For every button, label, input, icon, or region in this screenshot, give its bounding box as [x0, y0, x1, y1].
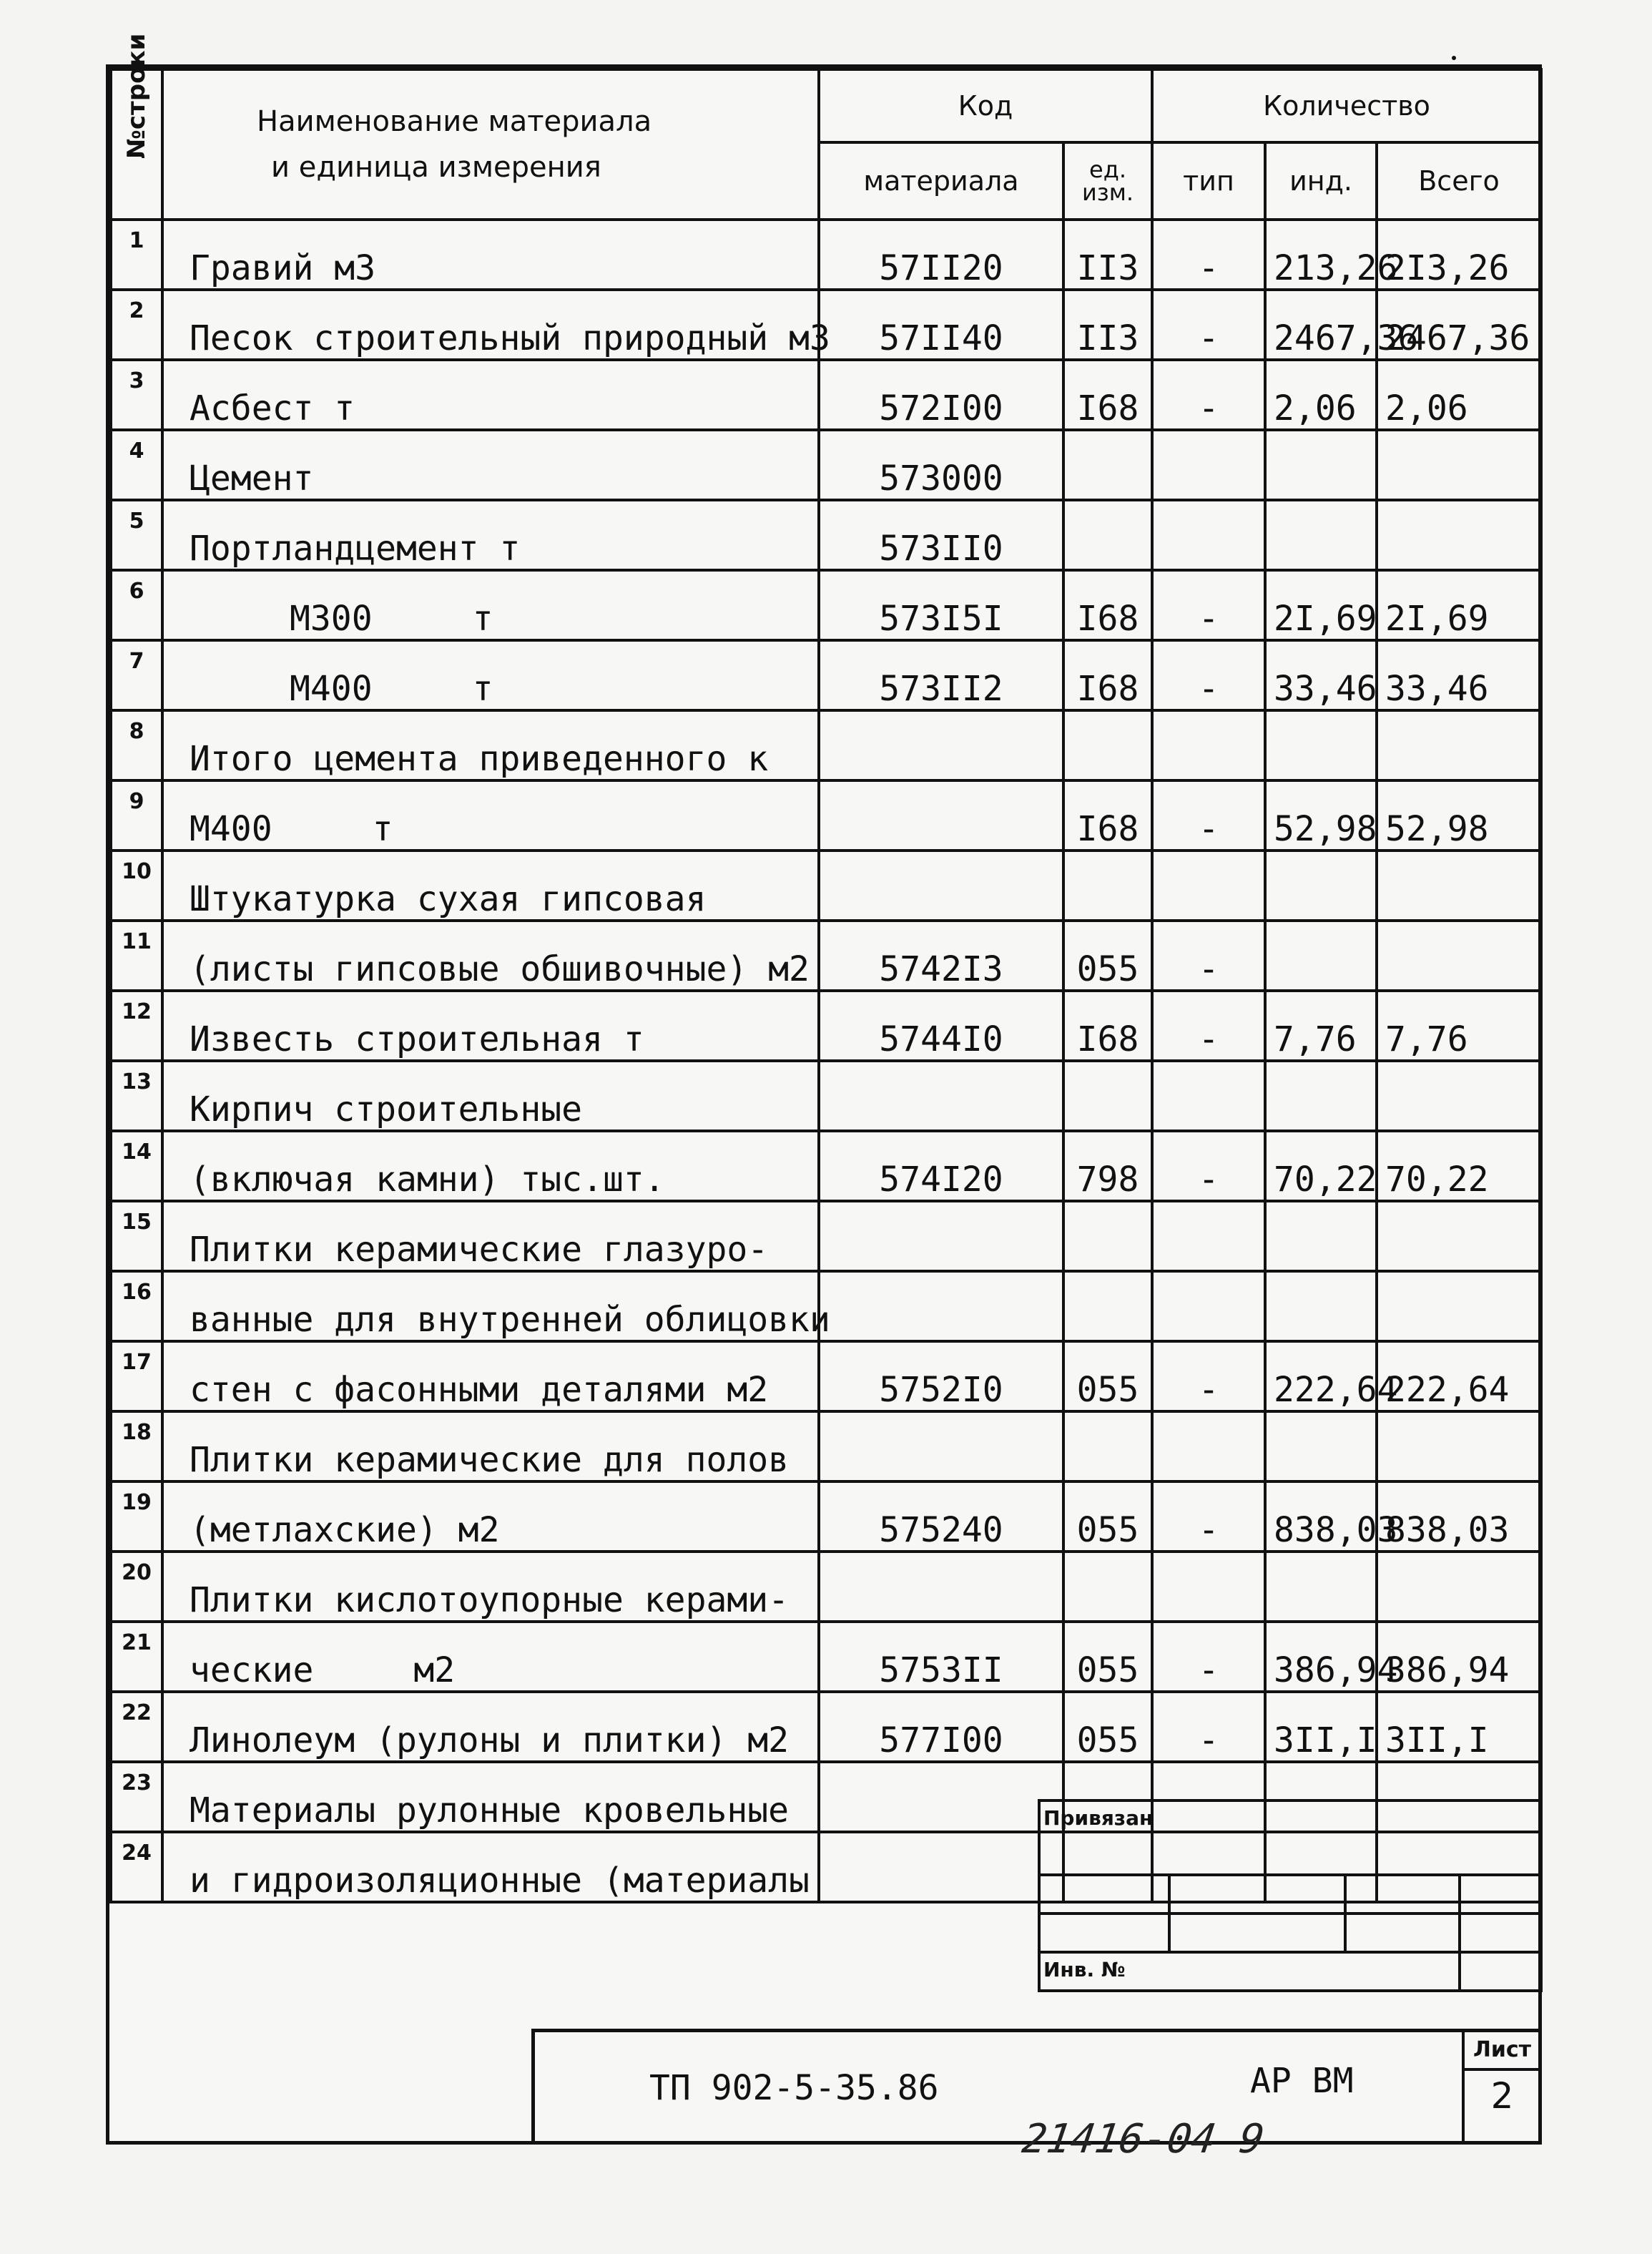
- material-name: [162, 640, 819, 710]
- table-row: [111, 780, 1541, 851]
- ind-qty: [1265, 851, 1377, 921]
- unit-code-header-line1: ед.: [1089, 156, 1126, 183]
- total-qty: [1377, 921, 1541, 991]
- table-row: [111, 1411, 1541, 1481]
- type-qty: [1152, 1552, 1265, 1622]
- total-qty: [1377, 1411, 1541, 1481]
- material-unit-text: т: [372, 809, 393, 849]
- table-row: [111, 991, 1541, 1061]
- material-name: [162, 500, 819, 570]
- material-code: 573000: [819, 430, 1063, 500]
- material-name-text: Штукатурка сухая гипсовая: [190, 879, 707, 919]
- row-number: 15: [111, 1201, 162, 1271]
- unit-code: 055: [1063, 1481, 1152, 1552]
- type-qty: -: [1152, 1622, 1265, 1692]
- table-row: [111, 640, 1541, 710]
- materials-table: [109, 33, 1543, 1903]
- unit-code: I68: [1063, 991, 1152, 1061]
- material-name-text: Цемент: [190, 459, 314, 499]
- unit-code: II3: [1063, 220, 1152, 290]
- material-code: [819, 1061, 1063, 1131]
- unit-code: 055: [1063, 921, 1152, 991]
- material-name: [162, 290, 830, 360]
- unit-code-header: [1063, 142, 1152, 220]
- total-qty: [1377, 1552, 1541, 1622]
- row-number: 8: [111, 710, 162, 780]
- ind-qty: 52,98: [1265, 780, 1377, 851]
- type-qty: [1152, 710, 1265, 780]
- stamp-cell: [1169, 1914, 1345, 1952]
- unit-code: [1063, 1061, 1152, 1131]
- material-name-text: Гравий м3: [190, 248, 376, 288]
- unit-code: 055: [1063, 1622, 1152, 1692]
- table-row: [111, 290, 1541, 360]
- ind-qty: 2467,36: [1265, 290, 1377, 360]
- material-code: [819, 1271, 1063, 1341]
- type-qty: -: [1152, 1131, 1265, 1201]
- type-qty: [1152, 1201, 1265, 1271]
- ind-qty: 3II,I: [1265, 1692, 1377, 1762]
- type-qty: -: [1152, 290, 1265, 360]
- table-row: [111, 851, 1541, 921]
- row-number: 16: [111, 1271, 162, 1341]
- unit-code: [1063, 430, 1152, 500]
- material-name: [162, 1201, 819, 1271]
- unit-code: I68: [1063, 640, 1152, 710]
- material-name-text: стен с фасонными деталями м2: [190, 1370, 769, 1410]
- total-qty: 2I,69: [1377, 570, 1541, 640]
- material-name-text: (включая камни) тыс.шт.: [190, 1160, 665, 1200]
- table-row: [111, 1481, 1541, 1552]
- unit-code: I68: [1063, 360, 1152, 430]
- ind-qty: [1265, 430, 1377, 500]
- row-number: 7: [111, 640, 162, 710]
- material-name: [162, 1061, 819, 1131]
- row-number: 13: [111, 1061, 162, 1131]
- total-qty: [1377, 1061, 1541, 1131]
- material-code-header: материала: [819, 142, 1063, 220]
- table-row: [111, 1692, 1541, 1762]
- table-row: [111, 1131, 1541, 1201]
- stamp-cell: [1460, 1952, 1541, 1991]
- stamp-cell: [1039, 1914, 1169, 1952]
- unit-code: I68: [1063, 570, 1152, 640]
- unit-code: [1063, 710, 1152, 780]
- total-qty: [1377, 1271, 1541, 1341]
- table-row: [111, 710, 1541, 780]
- material-name-text: (листы гипсовые обшивочные) м2: [190, 949, 810, 989]
- total-qty: 838,03: [1377, 1481, 1541, 1552]
- ind-qty: 386,94: [1265, 1622, 1377, 1692]
- type-qty: -: [1152, 220, 1265, 290]
- total-qty: [1377, 430, 1541, 500]
- table-row: [111, 921, 1541, 991]
- row-number: 5: [111, 500, 162, 570]
- material-name-text: Кирпич строительные: [190, 1089, 583, 1130]
- material-name: [162, 991, 819, 1061]
- table-row: [111, 1622, 1541, 1692]
- row-number-header: №строки: [111, 69, 162, 220]
- materials-rows: [111, 220, 1541, 1902]
- row-number: 23: [111, 1762, 162, 1832]
- type-qty: -: [1152, 640, 1265, 710]
- type-header: тип: [1152, 142, 1265, 220]
- unit-code: [1063, 1271, 1152, 1341]
- inv-label: Инв. №: [1039, 1952, 1460, 1991]
- material-code: 5752I0: [819, 1341, 1063, 1411]
- unit-code-header-line2: изм.: [1081, 179, 1134, 206]
- material-code: [819, 1201, 1063, 1271]
- type-qty: [1152, 1271, 1265, 1341]
- material-name-text: М400: [290, 669, 373, 709]
- total-qty: [1377, 500, 1541, 570]
- row-number: 22: [111, 1692, 162, 1762]
- handwritten-note: 21416-04 9: [1019, 2116, 1267, 2162]
- material-code: 574I20: [819, 1131, 1063, 1201]
- ind-qty: [1265, 1411, 1377, 1481]
- material-name-header: [162, 69, 819, 220]
- material-name-text: ческие: [190, 1650, 314, 1690]
- material-unit-text: м2: [413, 1650, 456, 1690]
- row-number: 4: [111, 430, 162, 500]
- material-code: [819, 780, 1063, 851]
- material-code: [819, 1552, 1063, 1622]
- ind-qty: 2,06: [1265, 360, 1377, 430]
- ind-qty: [1265, 710, 1377, 780]
- code-header: Код: [819, 69, 1152, 142]
- bound-label: Привязан: [1039, 1800, 1541, 1875]
- material-code: 5742I3: [819, 921, 1063, 991]
- ind-qty: 838,03: [1265, 1481, 1377, 1552]
- material-code: [819, 851, 1063, 921]
- ind-qty: 7,76: [1265, 991, 1377, 1061]
- material-code: 57II40: [819, 290, 1063, 360]
- material-name-text: Плитки кислотоупорные керами-: [190, 1580, 790, 1620]
- table-row: [111, 430, 1541, 500]
- stamp-cell: [1345, 1875, 1460, 1914]
- material-name: [162, 1692, 819, 1762]
- material-code: 5744I0: [819, 991, 1063, 1061]
- material-code: 573I5I: [819, 570, 1063, 640]
- material-name-text: Плитки керамические для полов: [190, 1440, 790, 1480]
- unit-code: II3: [1063, 290, 1152, 360]
- material-name: [162, 220, 819, 290]
- material-code: [819, 1762, 1063, 1832]
- total-qty: [1377, 851, 1541, 921]
- material-name: [162, 851, 819, 921]
- type-qty: -: [1152, 360, 1265, 430]
- material-name-text: Материалы рулонные кровельные: [190, 1790, 790, 1831]
- total-qty: 52,98: [1377, 780, 1541, 851]
- quantity-header: Количество: [1152, 69, 1541, 142]
- type-qty: -: [1152, 1481, 1265, 1552]
- material-code: [819, 1832, 1063, 1902]
- ind-qty: 213,26: [1265, 220, 1377, 290]
- row-number: 3: [111, 360, 162, 430]
- material-code: 573II2: [819, 640, 1063, 710]
- material-unit-text: т: [472, 599, 493, 639]
- row-number: 2: [111, 290, 162, 360]
- ind-qty: [1265, 1271, 1377, 1341]
- row-number: 9: [111, 780, 162, 851]
- row-number: 19: [111, 1481, 162, 1552]
- ind-qty: [1265, 1552, 1377, 1622]
- sheet-number: 2: [1490, 2075, 1514, 2117]
- unit-code: [1063, 1411, 1152, 1481]
- material-name-text: Портландцемент т: [190, 529, 521, 569]
- material-name: [162, 1481, 819, 1552]
- material-name: [162, 1131, 819, 1201]
- type-qty: -: [1152, 1692, 1265, 1762]
- total-qty: 2,06: [1377, 360, 1541, 430]
- total-qty: [1377, 710, 1541, 780]
- ind-qty: [1265, 1201, 1377, 1271]
- material-name-text: Асбест т: [190, 388, 355, 428]
- material-name: [162, 710, 819, 780]
- row-number: 6: [111, 570, 162, 640]
- document-mark: АР ВМ: [1250, 2061, 1354, 2101]
- material-name-text: М300: [290, 599, 373, 639]
- material-name-text: Линолеум (рулоны и плитки) м2: [190, 1720, 790, 1760]
- stamp-cell: [1345, 1914, 1460, 1952]
- stamp-cell: [1460, 1914, 1541, 1952]
- material-name-text: Известь строительная т: [190, 1019, 644, 1059]
- unit-code: [1063, 500, 1152, 570]
- row-number: 12: [111, 991, 162, 1061]
- table-row: [111, 220, 1541, 290]
- type-qty: -: [1152, 991, 1265, 1061]
- drawing-frame: [106, 33, 1542, 2145]
- total-qty: 33,46: [1377, 640, 1541, 710]
- material-name-header-line1: Наименование материала: [257, 105, 652, 138]
- table-row: [111, 1552, 1541, 1622]
- unit-code: 798: [1063, 1131, 1152, 1201]
- type-qty: -: [1152, 921, 1265, 991]
- type-qty: [1152, 1061, 1265, 1131]
- ind-qty: 33,46: [1265, 640, 1377, 710]
- ind-qty: [1265, 500, 1377, 570]
- material-name: [162, 1762, 819, 1832]
- material-name-text: и гидроизоляционные (материалы: [190, 1861, 810, 1901]
- row-number: 1: [111, 220, 162, 290]
- material-name: [162, 570, 819, 640]
- table-row: [111, 1341, 1541, 1411]
- material-name-text: (метлахские) м2: [190, 1510, 500, 1550]
- row-number: 24: [111, 1832, 162, 1902]
- document-code: ТП 902-5-35.86: [649, 2068, 939, 2108]
- margin-dot: [1452, 56, 1456, 60]
- table-row: [111, 360, 1541, 430]
- total-header: Всего: [1377, 142, 1541, 220]
- table-row: [111, 570, 1541, 640]
- material-code: 57II20: [819, 220, 1063, 290]
- total-qty: 70,22: [1377, 1131, 1541, 1201]
- material-name: [162, 921, 819, 991]
- material-name-text: М400: [190, 809, 272, 849]
- table-row: [111, 500, 1541, 570]
- total-qty: 2I3,26: [1377, 220, 1541, 290]
- table-row: [111, 1271, 1541, 1341]
- ind-qty: 222,64: [1265, 1341, 1377, 1411]
- material-name: [162, 780, 819, 851]
- material-name: [162, 1622, 819, 1692]
- row-number: 10: [111, 851, 162, 921]
- material-code: 5753II: [819, 1622, 1063, 1692]
- binding-stamp-grid: [1038, 1799, 1543, 1992]
- table-row: [111, 1201, 1541, 1271]
- ind-qty: 70,22: [1265, 1131, 1377, 1201]
- row-number: 21: [111, 1622, 162, 1692]
- total-qty: 3II,I: [1377, 1692, 1541, 1762]
- material-code: 575240: [819, 1481, 1063, 1552]
- material-code: 573II0: [819, 500, 1063, 570]
- material-code: 577I00: [819, 1692, 1063, 1762]
- unit-code: [1063, 1552, 1152, 1622]
- total-qty: [1377, 1201, 1541, 1271]
- total-qty: 7,76: [1377, 991, 1541, 1061]
- material-code: 572I00: [819, 360, 1063, 430]
- material-code: [819, 710, 1063, 780]
- material-name: [162, 1341, 819, 1411]
- stamp-cell: [1039, 1875, 1169, 1914]
- stamp-cell: [1460, 1875, 1541, 1914]
- stamp-cell: [1169, 1875, 1345, 1914]
- ind-qty: [1265, 1061, 1377, 1131]
- material-name-text: Плитки керамические глазуро-: [190, 1230, 769, 1270]
- row-number: 11: [111, 921, 162, 991]
- material-unit-text: т: [472, 669, 493, 709]
- unit-code: [1063, 851, 1152, 921]
- material-name: [162, 1271, 830, 1341]
- material-name: [162, 1552, 819, 1622]
- ind-header: инд.: [1265, 142, 1377, 220]
- total-qty: 2467,36: [1377, 290, 1541, 360]
- unit-code: 055: [1063, 1341, 1152, 1411]
- sheet-box: [1462, 2032, 1540, 2143]
- type-qty: [1152, 1411, 1265, 1481]
- type-qty: -: [1152, 1341, 1265, 1411]
- material-name: [162, 430, 819, 500]
- type-qty: [1152, 500, 1265, 570]
- type-qty: [1152, 430, 1265, 500]
- material-name: [162, 360, 819, 430]
- row-number: 20: [111, 1552, 162, 1622]
- sheet-label: Лист: [1465, 2032, 1540, 2071]
- row-number: 18: [111, 1411, 162, 1481]
- material-code: [819, 1411, 1063, 1481]
- unit-code: I68: [1063, 780, 1152, 851]
- ind-qty: [1265, 921, 1377, 991]
- row-number: 14: [111, 1131, 162, 1201]
- total-qty: 222,64: [1377, 1341, 1541, 1411]
- type-qty: -: [1152, 570, 1265, 640]
- material-name-text: Итого цемента приведенного к: [190, 739, 769, 779]
- material-name-text: Песок строительный природный м3: [190, 318, 830, 358]
- material-name: [162, 1411, 819, 1481]
- material-name-text: ванные для внутренней облицовки: [190, 1300, 830, 1340]
- table-row: [111, 1061, 1541, 1131]
- unit-code: [1063, 1201, 1152, 1271]
- material-name: [162, 1832, 819, 1902]
- ind-qty: 2I,69: [1265, 570, 1377, 640]
- row-number: 17: [111, 1341, 162, 1411]
- material-name-header-line2: и единица измерения: [271, 151, 601, 184]
- type-qty: -: [1152, 780, 1265, 851]
- unit-code: 055: [1063, 1692, 1152, 1762]
- total-qty: 386,94: [1377, 1622, 1541, 1692]
- type-qty: [1152, 851, 1265, 921]
